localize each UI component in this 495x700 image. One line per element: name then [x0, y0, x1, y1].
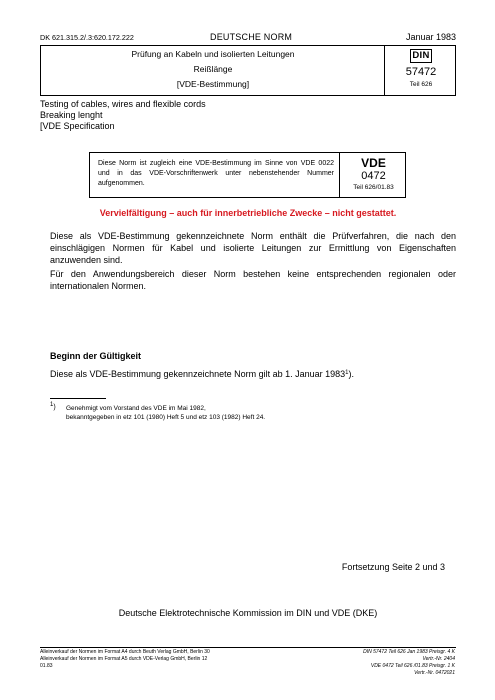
validity-sentence: Diese als VDE-Bestimmung gekennzeichnete Norm gilt ab 1. Januar 1983	[50, 369, 346, 379]
vde-notice-text: Diese Norm ist zugleich eine VDE-Bestimmung im Sinne von VDE 0022 und in das VDE-Vorschriftenwerk unter nebenstehender Nummer aufgenommen.	[98, 160, 334, 187]
vde-part: Teil 626/01.83	[353, 184, 394, 191]
validity-text	[50, 369, 354, 379]
issue-date: Januar 1983	[405, 32, 456, 42]
imprint-left-line-1: Alleinverkauf der Normen im Format A4 durch Beuth Verlag GmbH, Berlin 30	[40, 649, 210, 655]
footnote-line-2: bekanntgegeben in etz 101 (1980) Heft 5 und etz 103 (1982) Heft 24.	[66, 414, 266, 421]
paragraph-scope: Diese als VDE-Bestimmung gekennzeichnete Norm enthält die Prüfverfahren, die nach den einschlägigen Normen für Kabel und isolierte Leitungen zur Ermittlung von Eigenschaften anzuwenden sind.	[50, 231, 456, 266]
copy-warning: Vervielfältigung – auch für innerbetriebliche Zwecke – nicht gestattet.	[99, 208, 397, 218]
footnote-reference: 1	[345, 370, 349, 376]
paragraph-international: Für den Anwendungsbereich dieser Norm bestehen keine entsprechenden regionalen oder internationalen Normen.	[50, 269, 456, 292]
imprint-right-line-1: DIN 57472 Teil 626 Jan 1983 Preisgr. 4 K	[363, 649, 455, 655]
german-title	[41, 46, 385, 95]
vde-number: 0472	[361, 170, 386, 182]
english-title-line-2: Breaking lenght	[40, 110, 103, 121]
imprint-left-line-2: Alleinverkauf der Normen im Format A5 durch VDE-Verlag GmbH, Berlin 12	[40, 656, 208, 662]
validity-heading: Beginn der Gültigkeit	[50, 351, 142, 361]
imprint-right-line-2: Vertr.-Nr. 2404	[422, 656, 455, 662]
english-title-line-1: Testing of cables, wires and flexible cords	[40, 99, 206, 109]
norm-label: DEUTSCHE NORM	[210, 32, 293, 42]
english-title-line-3: [VDE Specification	[40, 121, 115, 132]
document-header	[40, 32, 456, 44]
din-number: 57472	[405, 66, 437, 78]
imprint-left	[40, 649, 210, 670]
imprint-rule	[40, 647, 456, 648]
title-line-2: Reißlänge	[193, 64, 233, 74]
title-box	[40, 45, 456, 96]
vde-block	[339, 153, 406, 197]
imprint-right-line-4: Vertr.-Nr. 0472021	[414, 670, 455, 676]
imprint-right	[363, 649, 455, 677]
english-title	[40, 99, 456, 133]
title-line-1: Prüfung an Kabeln und isolierten Leitungen	[131, 49, 295, 59]
continuation-note: Fortsetzung Seite 2 und 3	[341, 562, 445, 572]
imprint-left-line-3: 01.83	[40, 663, 53, 669]
publisher-line: Deutsche Elektrotechnische Kommission im DIN und VDE (DKE)	[118, 608, 378, 618]
din-part: Teil 626	[409, 81, 433, 88]
validity-end: ).	[348, 369, 354, 379]
footnote-paren: )	[53, 404, 56, 411]
imprint-right-line-3: VDE 0472 Teil 626 /01.83 Preisgr. 1 K	[370, 663, 455, 669]
footnote-mark	[50, 402, 56, 411]
din-block	[386, 46, 456, 95]
vde-label: VDE	[361, 156, 386, 170]
footnote-text	[66, 404, 265, 422]
footnote-number: 1	[50, 402, 54, 408]
vde-notice-box	[89, 152, 406, 198]
footnote-rule	[50, 398, 106, 399]
footnote-line-1: Genehmigt vom Vorstand des VDE im Mai 1982,	[66, 405, 206, 412]
title-line-3: [VDE-Bestimmung]	[176, 79, 250, 89]
dk-classification: DK 621.315.2/.3:620.172.222	[40, 33, 134, 42]
din-logo: DIN	[410, 49, 432, 63]
